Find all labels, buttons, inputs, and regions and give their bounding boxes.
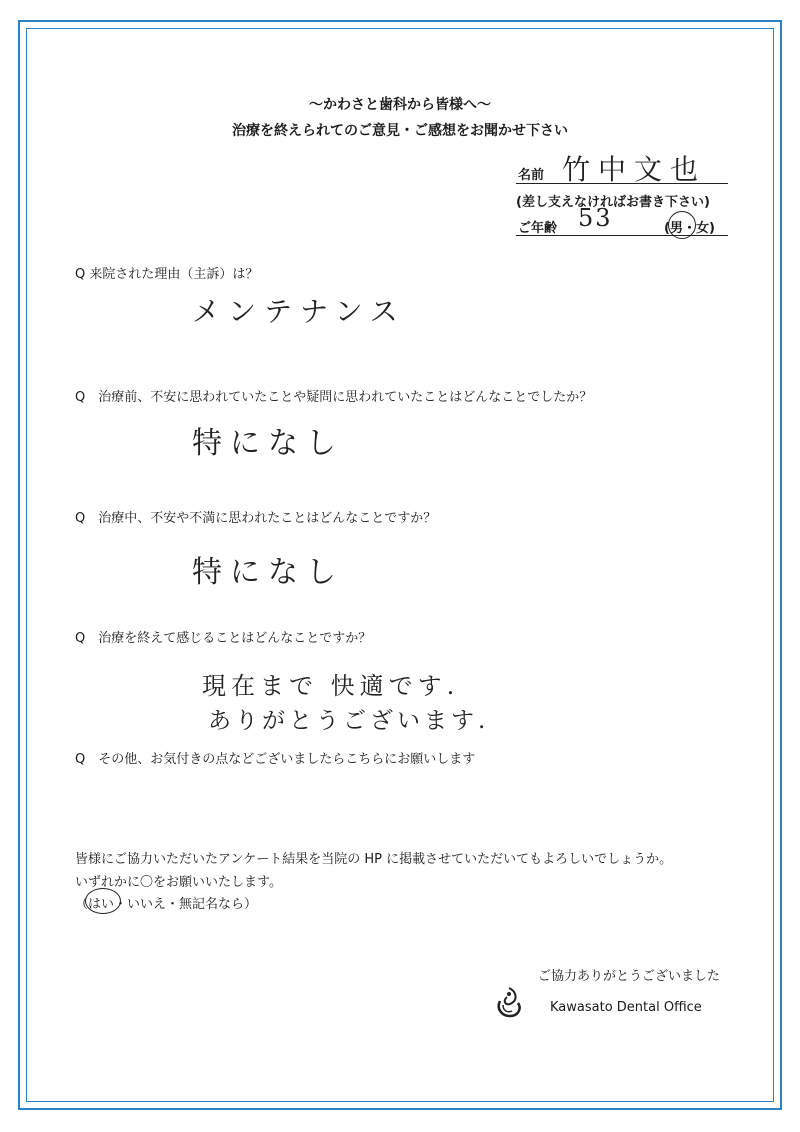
- age-underline: [516, 235, 728, 236]
- thanks-message: ご協力ありがとうございました: [538, 969, 721, 984]
- clinic-name: Kawasato Dental Office: [550, 1000, 702, 1015]
- survey-greeting: 〜かわさと歯科から皆様へ〜: [309, 97, 491, 113]
- consent-selection-circle: [85, 888, 121, 914]
- name-note: (差し支えなければお書き下さい): [516, 195, 710, 210]
- name-value: 竹中文也: [562, 153, 707, 186]
- question-1: Q 来院された理由（主訴）は？: [75, 267, 259, 282]
- answer-3: 特になし: [192, 555, 344, 590]
- name-underline: [516, 183, 728, 184]
- answer-4-line-1: 現在まで 快適です.: [202, 672, 460, 700]
- clinic-logo: [494, 985, 524, 1019]
- question-3: Q 治療中、不安や不満に思われたことはどんなことですか？: [75, 511, 437, 526]
- answer-4-line-2: ありがとうございます.: [208, 708, 490, 734]
- question-4: Q 治療を終えて感じることはどんなことですか？: [75, 631, 372, 646]
- gender-options: (男・女): [664, 221, 715, 236]
- question-5: Q その他、お気付きの点などございましたらこちらにお願いします: [75, 752, 476, 767]
- question-2: Q 治療前、不安に思われていたことや疑問に思われていたことはどんなことでしたか？: [75, 390, 593, 405]
- answer-2: 特になし: [192, 426, 344, 461]
- page-border-inner: [26, 28, 774, 1102]
- answer-1: メンテナンス: [192, 295, 406, 328]
- consent-options: （はい・いいえ・無記名なら）: [75, 897, 258, 912]
- consent-question: 皆様にご協力いただいたアンケート結果を当院の HP に掲載させていただいてもよろしいでしょうか。: [75, 852, 673, 867]
- age-value: 53: [578, 204, 613, 232]
- age-label: ご年齢: [518, 221, 558, 236]
- survey-title: 治療を終えられてのご意見・ご感想をお聞かせ下さい: [232, 123, 568, 139]
- name-label: 名前: [518, 168, 545, 183]
- consent-instruction: いずれかに〇をお願いいたします。: [75, 875, 282, 890]
